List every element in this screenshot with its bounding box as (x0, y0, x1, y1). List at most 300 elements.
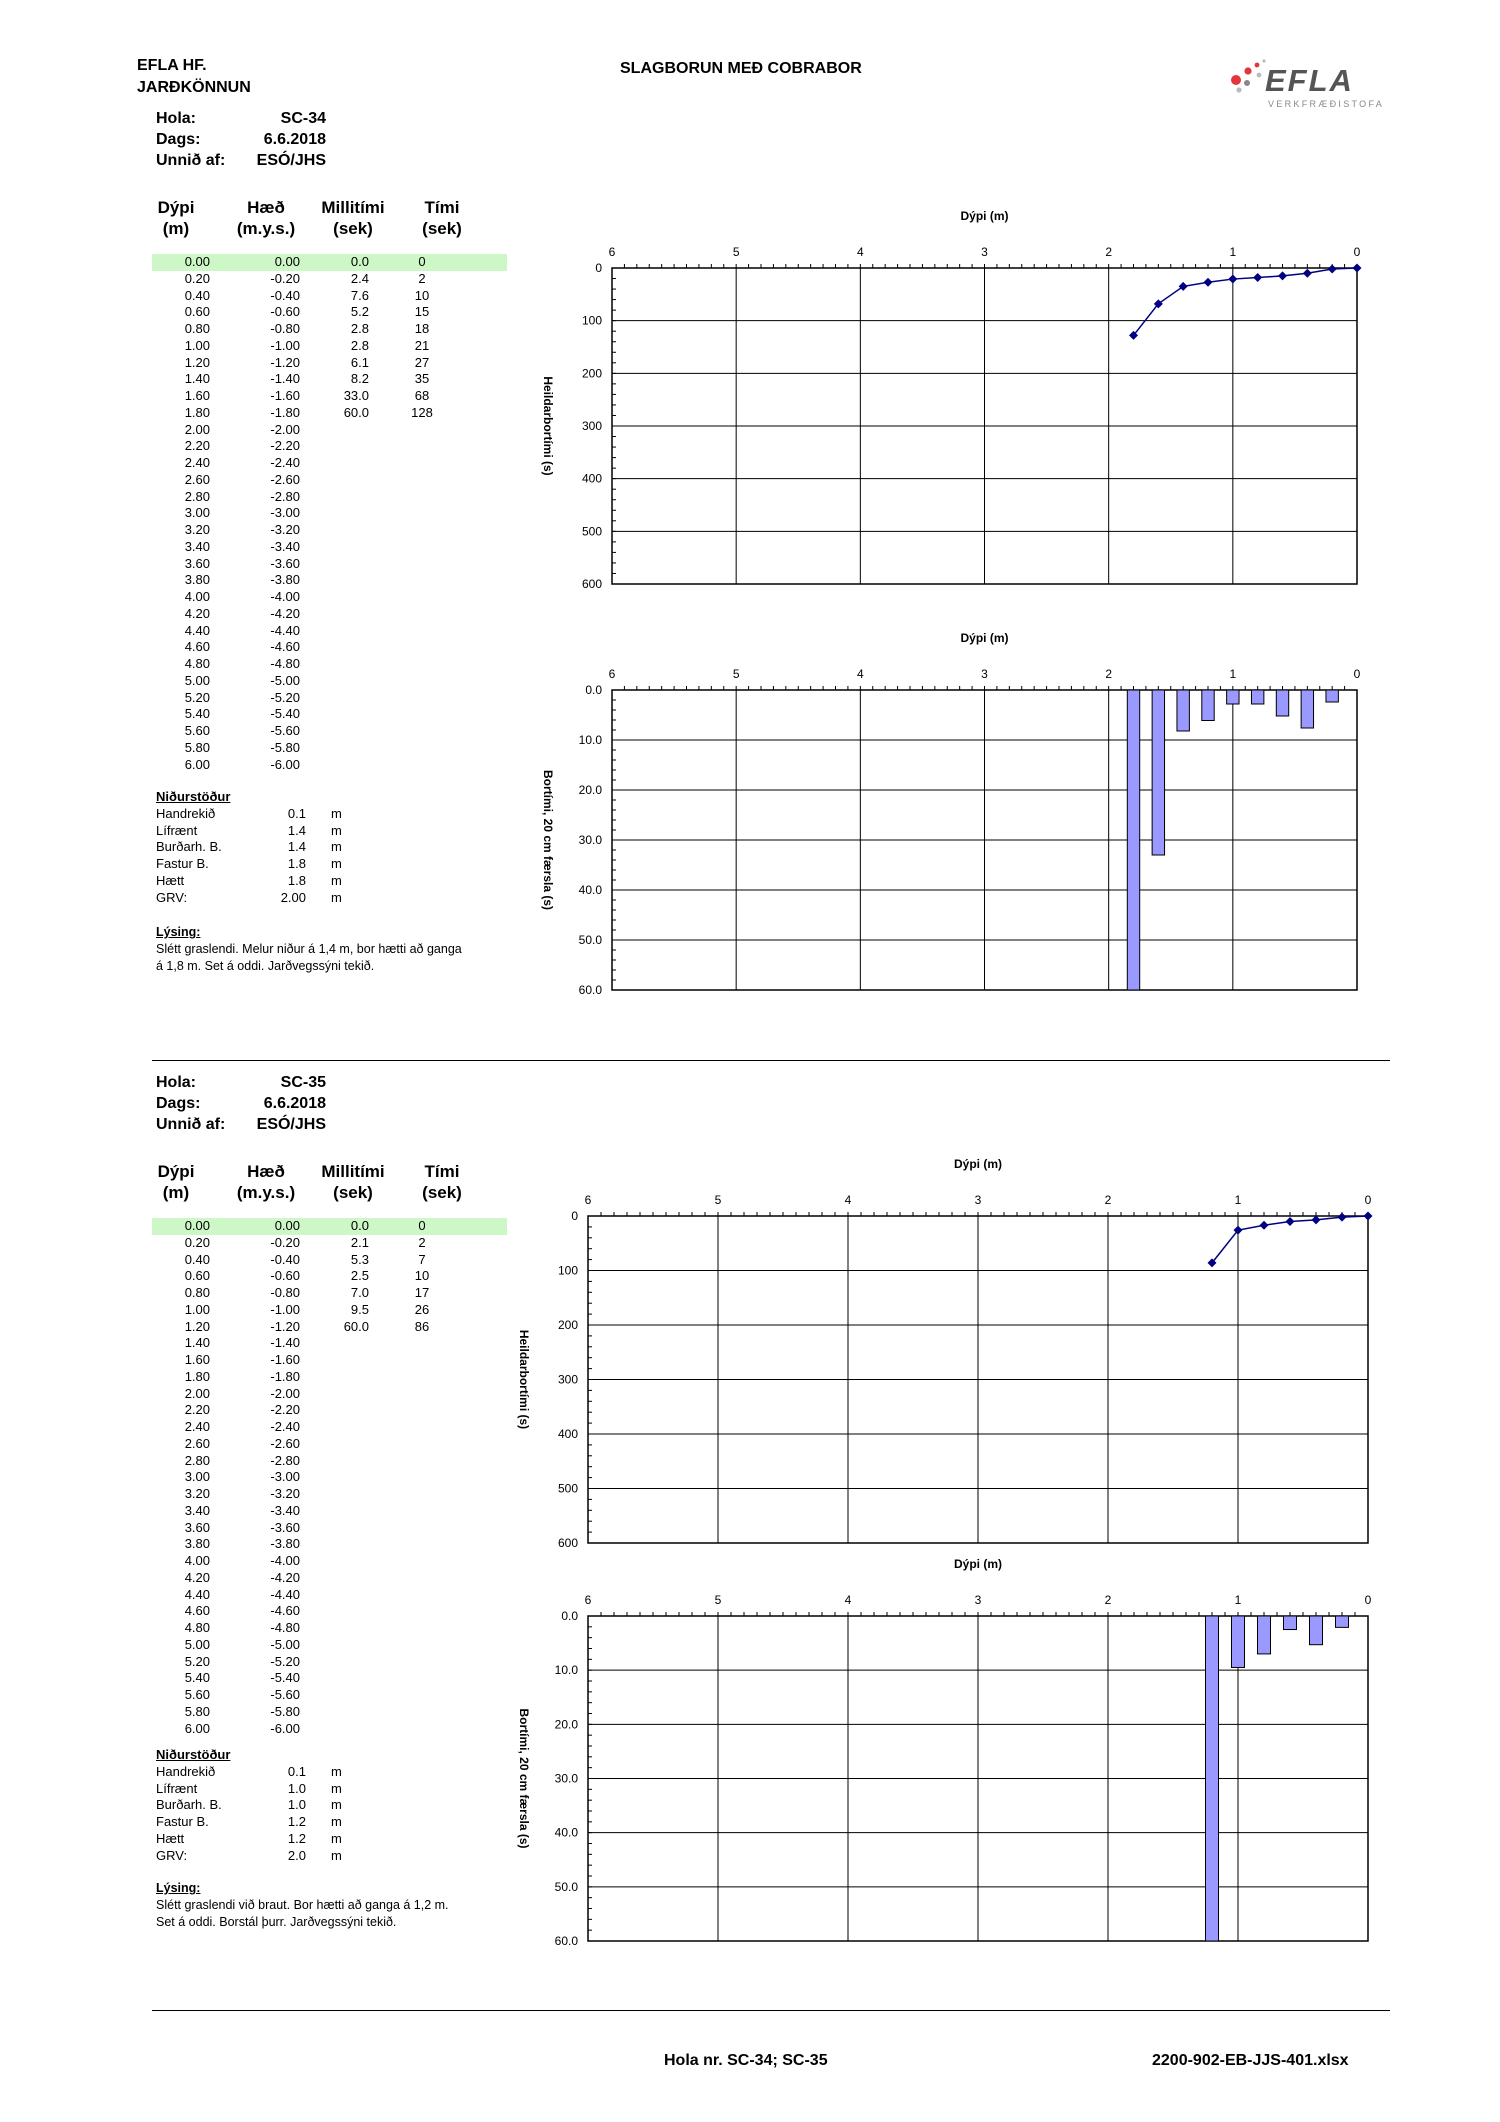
column-header-unit: (m) (162, 219, 190, 238)
table-cell: 8.2 (350, 371, 369, 387)
column-header-name: Millitími (321, 1162, 385, 1181)
column-header-unit: (m.y.s.) (236, 1183, 296, 1202)
table-row (152, 1587, 507, 1604)
table-cell: 33.0 (343, 388, 369, 403)
table-cell: 1.60 (184, 388, 210, 403)
dot-cluster-icon (1228, 57, 1268, 97)
data-point (1253, 273, 1262, 282)
y-tick-label: 60.0 (554, 1934, 578, 1948)
data-point (1286, 1217, 1295, 1226)
table-cell: 7.0 (350, 1285, 369, 1300)
table-row (152, 522, 507, 539)
table-cell: 0.80 (184, 1285, 210, 1300)
table-cell: -2.00 (270, 421, 300, 437)
table-cell: 128 (411, 404, 433, 420)
table-cell: 4.60 (184, 639, 210, 655)
y-tick-label: 50.0 (578, 933, 602, 947)
table-cell: 2 (418, 270, 426, 286)
table-cell: 17 (414, 1285, 430, 1300)
column-header (226, 197, 306, 239)
table-row (152, 1302, 507, 1319)
table-cell: -5.40 (270, 706, 300, 722)
result-value: 1.2 (287, 1830, 306, 1846)
description-heading: Lýsing: (156, 1881, 201, 1895)
table-cell: 3.20 (184, 1486, 210, 1501)
description-heading: Lýsing: (156, 925, 201, 939)
bar (1310, 1616, 1323, 1645)
meta-value: 6.6.2018 (263, 131, 326, 148)
x-tick-label: 1 (1229, 667, 1237, 681)
table-cell: 2.60 (184, 471, 210, 487)
table-row (152, 1252, 507, 1269)
y-axis-label: Bortími, 20 cm færsla (s) (517, 1708, 531, 1849)
y-tick-label: 50.0 (554, 1879, 578, 1894)
meta-row (156, 1072, 326, 1093)
chart-title: Dýpi (m) (960, 209, 1009, 223)
table-cell: 1.40 (184, 371, 210, 387)
result-row (156, 890, 376, 907)
meta-row (156, 1114, 326, 1135)
footer-file-name: 2200-902-EB-JJS-401.xlsx (1152, 2052, 1349, 2069)
data-point (1260, 1221, 1269, 1230)
table-row (152, 1721, 507, 1738)
x-tick-label: 0 (1353, 667, 1361, 681)
result-label: Fastur B. (156, 856, 209, 872)
table-row (152, 422, 507, 439)
chart-interval-time (530, 630, 1387, 1020)
table-row (152, 371, 507, 388)
description-line: Slétt graslendi. Melur niður á 1,4 m, bor hætti að ganga (156, 942, 462, 956)
table-cell: 6.00 (184, 1720, 210, 1736)
table-cell: 5.3 (350, 1251, 369, 1267)
result-label: Lífrænt (156, 1780, 198, 1796)
result-label: Handrekið (156, 805, 216, 821)
table-cell: -2.20 (270, 438, 300, 454)
result-unit: m (331, 1830, 342, 1846)
table-cell: 0.20 (184, 1234, 210, 1250)
result-value: 1.8 (287, 872, 306, 888)
table-cell: -4.40 (270, 622, 300, 638)
x-tick-label: 3 (981, 667, 988, 681)
y-tick-label: 600 (581, 577, 602, 591)
table-cell: 3.00 (184, 1469, 210, 1485)
result-label: GRV: (156, 1847, 188, 1863)
result-unit: m (331, 822, 342, 838)
table-cell: 60.0 (343, 404, 369, 420)
table-cell: -4.60 (270, 639, 300, 655)
table-cell: -1.60 (270, 388, 300, 403)
table-row (152, 1687, 507, 1704)
table-cell: -3.20 (270, 1486, 300, 1501)
table-cell: -3.80 (270, 1536, 300, 1552)
table-row (152, 1285, 507, 1302)
result-unit: m (331, 1780, 342, 1796)
table-cell: 27 (414, 354, 430, 370)
results-block (156, 789, 376, 907)
bar (1206, 1616, 1219, 1941)
result-row (156, 856, 376, 873)
table-cell: 86 (414, 1318, 430, 1334)
table-cell: 5.40 (184, 706, 210, 722)
table-row (152, 1637, 507, 1654)
table-row (152, 1536, 507, 1553)
result-row (156, 1781, 376, 1798)
table-cell: 2.00 (184, 421, 210, 437)
table-cell: 4.00 (184, 589, 210, 604)
x-tick-label: 6 (584, 1193, 592, 1207)
result-label: GRV: (156, 889, 188, 905)
column-header (402, 1161, 482, 1203)
result-value: 1.4 (287, 839, 306, 855)
result-unit: m (331, 1814, 342, 1830)
result-row (156, 806, 376, 823)
table-cell: 2.8 (350, 321, 369, 336)
table-cell: 0.0 (350, 254, 369, 269)
table-cell: 2.20 (184, 1402, 210, 1418)
table-cell: 2.40 (184, 1419, 210, 1434)
table-cell: -4.20 (270, 605, 300, 621)
description-line: á 1,8 m. Set á oddi. Jarðvegssýni tekið. (156, 959, 375, 973)
column-header-name: Dýpi (157, 1162, 195, 1181)
x-tick-label: 1 (1234, 1193, 1242, 1207)
result-value: 1.0 (287, 1797, 306, 1813)
table-cell: 1.60 (184, 1352, 210, 1367)
table-cell: -3.00 (270, 1469, 300, 1485)
meta-value: SC-34 (280, 110, 326, 127)
table-cell: 4.60 (184, 1603, 210, 1619)
data-point (1204, 278, 1213, 287)
table-cell: -1.60 (270, 1352, 300, 1367)
y-axis-label: Bortími, 20 cm færsla (s) (541, 769, 555, 911)
table-cell: -1.40 (270, 1335, 300, 1351)
company-logo (1228, 55, 1385, 115)
column-header-unit: (sek) (333, 219, 373, 238)
table-cell: 6.00 (184, 756, 210, 772)
table-cell: -3.80 (270, 572, 300, 588)
table-cell: 0.00 (184, 254, 210, 269)
bar (1127, 690, 1139, 990)
table-cell: -2.60 (270, 1435, 300, 1451)
result-value: 0.1 (287, 805, 306, 821)
x-tick-label: 1 (1234, 1593, 1242, 1607)
logo-wordmark: EFLA (1265, 63, 1354, 98)
meta-label: Hola: (156, 110, 196, 127)
y-axis-label: Heildarbortími (s) (517, 1329, 531, 1430)
company-block (137, 55, 251, 99)
y-tick-label: 40.0 (578, 883, 602, 897)
table-row (152, 1218, 507, 1235)
y-tick-label: 300 (557, 1372, 578, 1387)
logo-subtitle: VERKFRÆÐISTOFA (1268, 99, 1385, 109)
y-tick-label: 10.0 (554, 1663, 578, 1678)
meta-row (156, 108, 326, 129)
table-row (152, 1419, 507, 1436)
column-header-unit: (sek) (333, 1183, 373, 1202)
result-row (156, 873, 376, 890)
result-row (156, 1831, 376, 1848)
x-tick-label: 3 (974, 1193, 982, 1207)
table-cell: 10 (414, 1268, 430, 1284)
x-tick-label: 2 (1104, 1593, 1112, 1607)
results-block (156, 1747, 376, 1865)
table-cell: 1.40 (184, 1335, 210, 1351)
table-cell: -2.80 (270, 488, 300, 504)
table-cell: 18 (414, 321, 430, 336)
table-cell: 6.1 (350, 354, 369, 370)
table-cell: -0.40 (270, 287, 300, 303)
result-value: 1.4 (287, 822, 306, 838)
x-tick-label: 4 (844, 1593, 852, 1607)
result-value: 2.00 (280, 889, 306, 905)
result-row (156, 1764, 376, 1781)
table-row (152, 271, 507, 288)
x-tick-label: 4 (856, 667, 864, 681)
table-row (152, 355, 507, 372)
table-cell: 2.00 (184, 1385, 210, 1401)
table-cell: 2.8 (350, 337, 369, 353)
result-value: 1.0 (287, 1780, 306, 1796)
table-cell: 3.20 (184, 522, 210, 537)
table-row (152, 338, 507, 355)
y-tick-label: 0.0 (561, 1609, 578, 1623)
column-header-unit: (sek) (422, 1183, 462, 1202)
table-cell: -3.60 (270, 555, 300, 571)
table-row (152, 706, 507, 723)
table-cell: -3.00 (270, 505, 300, 521)
y-tick-label: 30.0 (578, 833, 602, 847)
x-tick-label: 5 (732, 667, 740, 681)
meta-value: SC-35 (280, 1074, 326, 1091)
meta-value: ESÓ/JHS (256, 152, 326, 169)
table-cell: 1.20 (184, 1318, 210, 1334)
table-row (152, 690, 507, 707)
table-cell: 5.00 (184, 1636, 210, 1652)
meta-label: Unnið af: (156, 152, 226, 169)
x-tick-label: 0 (1364, 1193, 1372, 1207)
result-value: 1.8 (287, 856, 306, 872)
table-row (152, 288, 507, 305)
table-cell: 5.60 (184, 723, 210, 738)
department-name: JARÐKÖNNUN (137, 79, 251, 96)
table-cell: 68 (414, 388, 430, 403)
result-row (156, 1848, 376, 1865)
x-tick-label: 6 (608, 245, 616, 259)
table-row (152, 639, 507, 656)
table-cell: 3.80 (184, 1536, 210, 1552)
table-cell: 5.20 (184, 689, 210, 705)
column-header-name: Hæð (247, 1162, 285, 1181)
table-cell: -1.80 (270, 1368, 300, 1384)
x-tick-label: 5 (714, 1593, 722, 1607)
y-tick-label: 20.0 (578, 783, 602, 797)
table-row (152, 1670, 507, 1687)
chart-cumulative-time (530, 205, 1387, 614)
table-cell: 4.20 (184, 1569, 210, 1585)
table-cell: 1.00 (184, 1301, 210, 1317)
y-tick-label: 60.0 (578, 983, 602, 997)
table-cell: -5.00 (270, 1636, 300, 1652)
meta-value: 6.6.2018 (263, 1095, 326, 1112)
table-row (152, 505, 507, 522)
table-cell: -3.40 (270, 1502, 300, 1518)
table-cell: -5.60 (270, 723, 300, 738)
data-table (152, 1218, 507, 1737)
table-row (152, 723, 507, 740)
table-cell: 4.00 (184, 1553, 210, 1568)
table-cell: -4.60 (270, 1603, 300, 1619)
table-cell: -4.80 (270, 1620, 300, 1635)
hole-meta (156, 108, 326, 171)
meta-row (156, 150, 326, 171)
table-row (152, 606, 507, 623)
table-cell: 0.00 (274, 254, 300, 269)
table-cell: -1.20 (270, 1318, 300, 1334)
table-cell: 7 (418, 1251, 426, 1267)
meta-row (156, 1093, 326, 1114)
table-cell: -2.40 (270, 1419, 300, 1434)
table-cell: -0.20 (270, 1234, 300, 1250)
table-cell: -0.60 (270, 1268, 300, 1284)
x-tick-label: 4 (856, 245, 864, 259)
table-row (152, 1486, 507, 1503)
column-header (313, 197, 393, 239)
data-point (1328, 265, 1337, 274)
result-value: 0.1 (287, 1763, 306, 1779)
results-heading: Niðurstöður (156, 1747, 231, 1762)
table-cell: 0.40 (184, 287, 210, 303)
result-row (156, 1814, 376, 1831)
table-row (152, 489, 507, 506)
table-row (152, 1570, 507, 1587)
table-cell: 5.00 (184, 672, 210, 688)
x-tick-label: 0 (1364, 1593, 1372, 1607)
table-cell: -1.80 (270, 404, 300, 420)
table-cell: -2.60 (270, 471, 300, 487)
table-row (152, 1235, 507, 1252)
column-header-name: Tími (424, 198, 460, 217)
table-cell: 2.60 (184, 1435, 210, 1451)
table-row (152, 1603, 507, 1620)
table-row (152, 1520, 507, 1537)
table-row (152, 254, 507, 271)
table-row (152, 1335, 507, 1352)
meta-label: Hola: (156, 1074, 196, 1091)
data-point (1179, 282, 1188, 291)
table-row (152, 1402, 507, 1419)
table-cell: 0.60 (184, 304, 210, 320)
result-unit: m (331, 805, 342, 821)
meta-label: Unnið af: (156, 1116, 226, 1133)
table-cell: -5.80 (270, 739, 300, 755)
table-cell: -6.00 (270, 1720, 300, 1736)
table-row (152, 589, 507, 606)
table-cell: -1.40 (270, 371, 300, 387)
table-row (152, 455, 507, 472)
data-point (1303, 269, 1312, 278)
table-row (152, 405, 507, 422)
result-row (156, 1797, 376, 1814)
table-cell: -1.00 (270, 337, 300, 353)
table-row (152, 757, 507, 774)
column-header (226, 1161, 306, 1203)
result-label: Hætt (156, 872, 185, 888)
result-row (156, 839, 376, 856)
table-cell: 21 (414, 337, 430, 353)
table-cell: 7.6 (350, 287, 369, 303)
result-value: 1.2 (287, 1814, 306, 1830)
table-row (152, 304, 507, 321)
table-cell: 4.80 (184, 1620, 210, 1635)
table-cell: 9.5 (350, 1301, 369, 1317)
table-cell: 5.2 (350, 304, 369, 320)
table-cell: -5.60 (270, 1687, 300, 1702)
description-block (156, 924, 516, 975)
result-row (156, 823, 376, 840)
result-label: Hætt (156, 1830, 185, 1846)
result-unit: m (331, 1847, 342, 1863)
x-tick-label: 2 (1104, 1193, 1112, 1207)
table-cell: 3.40 (184, 1502, 210, 1518)
table-cell: 2.20 (184, 438, 210, 454)
document-title: SLAGBORUN MEÐ COBRABOR (620, 60, 862, 77)
table-cell: 1.80 (184, 404, 210, 420)
column-header-name: Dýpi (157, 198, 195, 217)
table-row (152, 1503, 507, 1520)
section-divider (152, 1060, 1390, 1061)
table-cell: -5.20 (270, 1653, 300, 1669)
table-cell: 3.60 (184, 555, 210, 571)
y-tick-label: 200 (557, 1318, 578, 1332)
results-heading: Niðurstöður (156, 789, 231, 804)
table-cell: 5.20 (184, 1653, 210, 1669)
y-tick-label: 300 (581, 419, 602, 433)
table-row (152, 1352, 507, 1369)
meta-label: Dags: (156, 131, 201, 148)
bar (1227, 690, 1239, 704)
table-row (152, 1436, 507, 1453)
table-cell: -2.20 (270, 1402, 300, 1418)
bar (1258, 1616, 1271, 1654)
x-tick-label: 6 (608, 667, 616, 681)
chart-interval-time (517, 1557, 1398, 1971)
table-cell: -2.40 (270, 455, 300, 470)
bar (1284, 1616, 1297, 1630)
table-cell: -4.00 (270, 589, 300, 604)
result-label: Handrekið (156, 1763, 216, 1779)
description-line: Slétt graslendi við braut. Bor hætti að ganga á 1,2 m. (156, 1898, 449, 1912)
table-row (152, 438, 507, 455)
result-label: Fastur B. (156, 1814, 209, 1830)
y-tick-label: 0 (571, 1209, 578, 1223)
table-cell: -5.80 (270, 1703, 300, 1719)
bar (1326, 690, 1338, 702)
table-row (152, 1369, 507, 1386)
table-cell: 0.80 (184, 321, 210, 336)
table-cell: -0.80 (270, 1285, 300, 1300)
y-tick-label: 500 (557, 1481, 578, 1496)
series-line (1134, 268, 1358, 335)
data-point (1353, 264, 1362, 273)
y-tick-label: 100 (581, 313, 602, 328)
table-cell: 1.00 (184, 337, 210, 353)
table-row (152, 623, 507, 640)
table-cell: 5.80 (184, 1703, 210, 1719)
result-label: Burðarh. B. (156, 839, 222, 855)
y-tick-label: 30.0 (554, 1771, 578, 1786)
table-row (152, 539, 507, 556)
table-cell: 0.0 (350, 1218, 369, 1233)
result-unit: m (331, 839, 342, 855)
